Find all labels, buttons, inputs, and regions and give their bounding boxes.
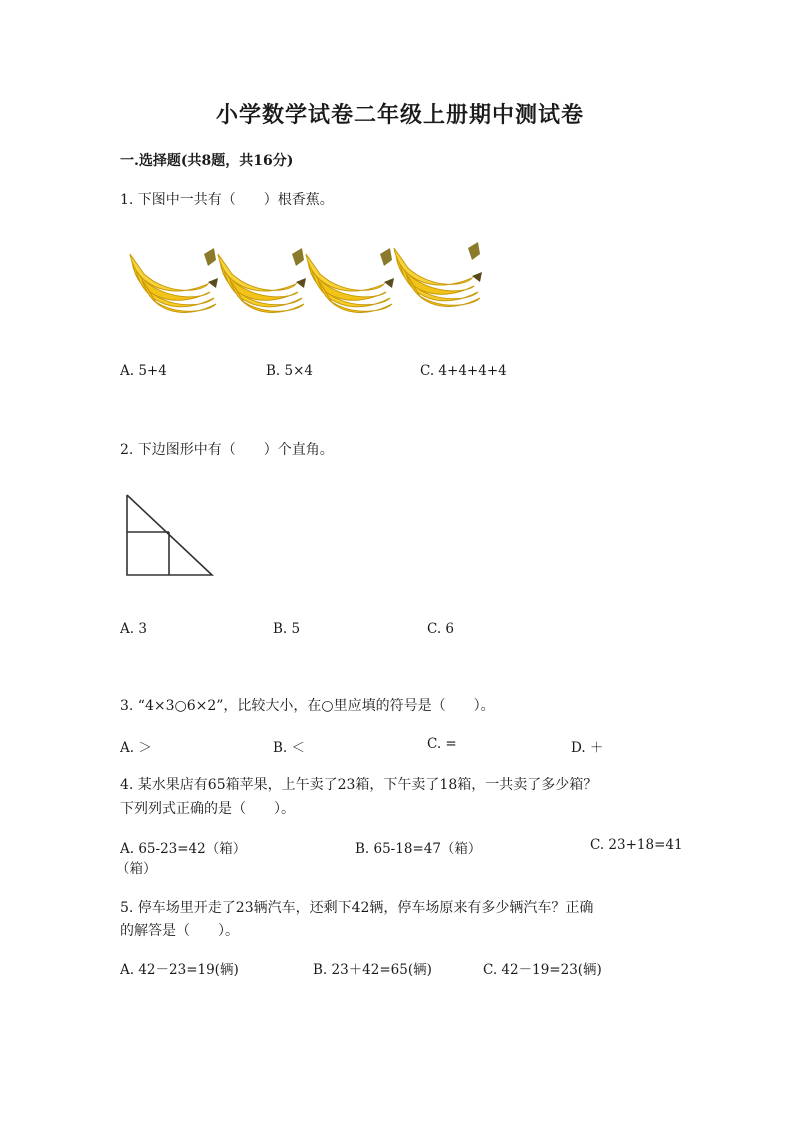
q3-option-c: C. =: [427, 736, 457, 752]
banana-bunch-image: [128, 240, 488, 320]
q1-option-a: A. 5+4: [120, 363, 167, 379]
question-4-text-line2: 下列列式正确的是（ ）。: [120, 801, 295, 817]
q1-option-b: B. 5×4: [266, 363, 313, 379]
q5-option-a: A. 42－23=19(辆): [120, 962, 239, 978]
question-1-text: 1. 下图中一共有（ ）根香蕉。: [120, 192, 334, 208]
q4-option-c: C. 23+18=41: [590, 837, 683, 853]
banana-bunch-1: [130, 248, 218, 312]
q5-option-c: C. 42－19=23(辆): [483, 962, 602, 978]
question-3-text: 3. “4×3○6×2”，比较大小，在○里应填的符号是（ ）。: [120, 698, 495, 714]
triangle-with-square-diagram: [124, 492, 224, 582]
q4-option-c-wrap: （箱）: [116, 861, 157, 877]
banana-bunch-4: [394, 242, 482, 306]
q2-option-a: A. 3: [120, 621, 147, 637]
q3-option-d: D. ＋: [571, 740, 604, 756]
q4-option-a: A. 65-23=42（箱）: [120, 841, 247, 857]
section-heading: 一.选择题(共8题，共16分): [120, 153, 294, 169]
question-4-text-line1: 4. 某水果店有65箱苹果，上午卖了23箱，下午卖了18箱，一共卖了多少箱？: [120, 777, 598, 793]
q2-option-b: B. 5: [273, 621, 301, 637]
q3-option-b: B. ＜: [273, 740, 306, 756]
banana-bunch-3: [306, 248, 394, 312]
q5-option-b: B. 23＋42=65(辆): [313, 962, 432, 978]
question-5-text-line1: 5. 停车场里开走了23辆汽车，还剩下42辆，停车场原来有多少辆汽车？正确: [120, 900, 594, 916]
banana-bunch-2: [218, 248, 306, 312]
question-5-text-line2: 的解答是（ ）。: [120, 923, 239, 939]
q4-option-b: B. 65-18=47（箱）: [355, 841, 482, 857]
q1-option-c: C. 4+4+4+4: [420, 363, 507, 379]
page-title: 小学数学试卷二年级上册期中测试卷: [215, 102, 584, 128]
q2-option-c: C. 6: [427, 621, 455, 637]
question-2-text: 2. 下边图形中有（ ）个直角。: [120, 442, 334, 458]
q3-option-a: A. ＞: [120, 740, 152, 756]
